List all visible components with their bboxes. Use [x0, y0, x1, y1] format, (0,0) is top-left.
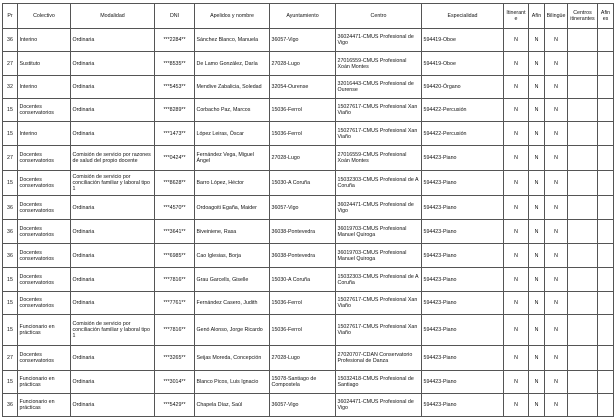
cell-centros-itinerantes	[568, 268, 598, 292]
cell-dni: ***3265**	[155, 346, 195, 371]
cell-bilingue: N	[545, 346, 568, 371]
cell-itinerante: N	[504, 76, 529, 99]
header-modalidad: Modalidad	[71, 4, 155, 29]
cell-bilingue: N	[545, 315, 568, 346]
cell-colectivo: Funcionario en prácticas	[18, 371, 71, 394]
cell-centro: 15032303-CMUS Profesional de A Coruña	[336, 268, 422, 292]
cell-afines	[598, 99, 614, 122]
cell-modalidad: Ordinaria	[71, 122, 155, 146]
cell-dni: ***6985**	[155, 244, 195, 268]
cell-pr: 36	[3, 244, 18, 268]
cell-dni: ***5429**	[155, 394, 195, 417]
table-row	[3, 315, 614, 346]
cell-modalidad: Ordinaria	[71, 99, 155, 122]
cell-ayuntamiento: 36038-Pontevedra	[270, 244, 336, 268]
cell-colectivo: Docentes conservatorios	[18, 346, 71, 371]
cell-bilingue: N	[545, 29, 568, 52]
cell-itinerante: N	[504, 315, 529, 346]
cell-pr: 27	[3, 146, 18, 171]
cell-afines	[598, 346, 614, 371]
cell-modalidad: Ordinaria	[71, 292, 155, 315]
cell-pr: 15	[3, 99, 18, 122]
cell-ayuntamiento: 15036-Ferrol	[270, 122, 336, 146]
cell-pr: 15	[3, 315, 18, 346]
cell-itinerante: N	[504, 146, 529, 171]
cell-itinerante: N	[504, 196, 529, 220]
cell-afin: N	[529, 220, 545, 244]
cell-colectivo: Funcionario en prácticas	[18, 394, 71, 417]
cell-afin: N	[529, 268, 545, 292]
cell-centro: 36019703-CMUS Profesional Manuel Quiroga	[336, 244, 422, 268]
cell-dni: ***0424**	[155, 146, 195, 171]
cell-itinerante: N	[504, 171, 529, 196]
table-row	[3, 122, 614, 146]
cell-apelidos-nombre: Biveiniene, Rasa	[195, 220, 270, 244]
cell-modalidad: Ordinaria	[71, 346, 155, 371]
cell-afin: N	[529, 99, 545, 122]
cell-bilingue: N	[545, 220, 568, 244]
cell-bilingue: N	[545, 52, 568, 76]
cell-apelidos-nombre: De Lamo González, Daría	[195, 52, 270, 76]
cell-modalidad: Ordinaria	[71, 244, 155, 268]
cell-ayuntamiento: 15078-Santiago de Compostela	[270, 371, 336, 394]
cell-centro: 27016559-CMUS Profesional Xoán Montes	[336, 52, 422, 76]
cell-apelidos-nombre: Chapela Díaz, Saúl	[195, 394, 270, 417]
cell-colectivo: Sustituto	[18, 52, 71, 76]
cell-dni: ***5453**	[155, 76, 195, 99]
cell-pr: 36	[3, 196, 18, 220]
cell-centros-itinerantes	[568, 220, 598, 244]
cell-modalidad: Ordinaria	[71, 394, 155, 417]
cell-colectivo: Interino	[18, 29, 71, 52]
cell-centros-itinerantes	[568, 52, 598, 76]
header-especialidad: Especialidad	[422, 4, 504, 29]
cell-afines	[598, 76, 614, 99]
cell-colectivo: Docentes conservatorios	[18, 196, 71, 220]
cell-centros-itinerantes	[568, 196, 598, 220]
cell-afin: N	[529, 29, 545, 52]
header-pr: Pr	[3, 4, 18, 29]
cell-bilingue: N	[545, 196, 568, 220]
cell-centro: 36024471-CMUS Profesional de Vigo	[336, 196, 422, 220]
cell-dni: ***1473**	[155, 122, 195, 146]
cell-modalidad: Comisión de servicio por razones de salud del propio docente	[71, 146, 155, 171]
cell-itinerante: N	[504, 371, 529, 394]
cell-colectivo: Interino	[18, 76, 71, 99]
cell-centro: 15032303-CMUS Profesional de A Coruña	[336, 171, 422, 196]
cell-especialidad: 594423-Piano	[422, 268, 504, 292]
cell-apelidos-nombre: Barro López, Héctor	[195, 171, 270, 196]
cell-itinerante: N	[504, 292, 529, 315]
table-row	[3, 29, 614, 52]
cell-modalidad: Ordinaria	[71, 371, 155, 394]
cell-especialidad: 594423-Piano	[422, 244, 504, 268]
cell-ayuntamiento: 15030-A Coruña	[270, 268, 336, 292]
cell-bilingue: N	[545, 292, 568, 315]
cell-especialidad: 594420-Órgano	[422, 76, 504, 99]
cell-centros-itinerantes	[568, 315, 598, 346]
cell-centro: 32016443-CMUS Profesional de Ourense	[336, 76, 422, 99]
table-header-row	[3, 4, 614, 29]
cell-centro: 36024471-CMUS Profesional de Vigo	[336, 29, 422, 52]
header-afines: Afines	[598, 4, 614, 29]
cell-afines	[598, 122, 614, 146]
table-row	[3, 76, 614, 99]
cell-apelidos-nombre: Ordoagoiti Egaña, Maider	[195, 196, 270, 220]
cell-centro: 27020707-CDAN Conservatorio Profesional de Danza	[336, 346, 422, 371]
cell-afin: N	[529, 146, 545, 171]
cell-especialidad: 594423-Piano	[422, 394, 504, 417]
cell-dni: ***4570**	[155, 196, 195, 220]
table-row	[3, 394, 614, 417]
cell-especialidad: 594423-Piano	[422, 371, 504, 394]
cell-afines	[598, 146, 614, 171]
cell-centros-itinerantes	[568, 394, 598, 417]
header-bilingue: Bilingüe	[545, 4, 568, 29]
cell-pr: 15	[3, 171, 18, 196]
header-apelidos-nombre: Apelidos y nombre	[195, 4, 270, 29]
table-row	[3, 292, 614, 315]
cell-especialidad: 594423-Piano	[422, 171, 504, 196]
cell-afin: N	[529, 52, 545, 76]
cell-modalidad: Comisión de servicio por conciliación familiar y laboral tipo 1	[71, 315, 155, 346]
cell-pr: 32	[3, 76, 18, 99]
cell-ayuntamiento: 36057-Vigo	[270, 29, 336, 52]
cell-dni: ***8535**	[155, 52, 195, 76]
cell-afines	[598, 52, 614, 76]
cell-bilingue: N	[545, 76, 568, 99]
cell-especialidad: 594422-Percusión	[422, 99, 504, 122]
cell-itinerante: N	[504, 52, 529, 76]
cell-especialidad: 594422-Percusión	[422, 122, 504, 146]
cell-itinerante: N	[504, 99, 529, 122]
header-afin: Afín	[529, 4, 545, 29]
cell-colectivo: Docentes conservatorios	[18, 244, 71, 268]
cell-afines	[598, 171, 614, 196]
cell-dni: ***7816**	[155, 268, 195, 292]
cell-ayuntamiento: 15036-Ferrol	[270, 99, 336, 122]
cell-centros-itinerantes	[568, 171, 598, 196]
cell-dni: ***3641**	[155, 220, 195, 244]
cell-modalidad: Ordinaria	[71, 220, 155, 244]
cell-especialidad: 594423-Piano	[422, 346, 504, 371]
cell-centros-itinerantes	[568, 76, 598, 99]
cell-centros-itinerantes	[568, 244, 598, 268]
cell-pr: 15	[3, 371, 18, 394]
cell-apelidos-nombre: López Leiras, Óscar	[195, 122, 270, 146]
cell-apelidos-nombre: Mendive Zabalicia, Soledad	[195, 76, 270, 99]
cell-colectivo: Docentes conservatorios	[18, 268, 71, 292]
cell-afin: N	[529, 122, 545, 146]
cell-modalidad: Ordinaria	[71, 76, 155, 99]
cell-apelidos-nombre: Fernández Casero, Judith	[195, 292, 270, 315]
cell-centro: 15027617-CMUS Profesional Xan Viaño	[336, 99, 422, 122]
cell-colectivo: Docentes conservatorios	[18, 220, 71, 244]
cell-dni: ***8289**	[155, 99, 195, 122]
cell-modalidad: Ordinaria	[71, 268, 155, 292]
cell-afin: N	[529, 371, 545, 394]
cell-centro: 36024471-CMUS Profesional de Vigo	[336, 394, 422, 417]
cell-apelidos-nombre: Sánchez Blanco, Manuela	[195, 29, 270, 52]
cell-especialidad: 594419-Oboe	[422, 52, 504, 76]
cell-afines	[598, 220, 614, 244]
cell-afin: N	[529, 76, 545, 99]
cell-afin: N	[529, 171, 545, 196]
cell-colectivo: Docentes conservatorios	[18, 99, 71, 122]
table-row	[3, 346, 614, 371]
cell-afin: N	[529, 244, 545, 268]
cell-dni: ***2284**	[155, 29, 195, 52]
cell-afin: N	[529, 196, 545, 220]
table-row	[3, 52, 614, 76]
cell-centros-itinerantes	[568, 292, 598, 315]
cell-itinerante: N	[504, 220, 529, 244]
cell-itinerante: N	[504, 122, 529, 146]
cell-modalidad: Comisión de servicio por conciliación familiar y laboral tipo 1	[71, 171, 155, 196]
table-row	[3, 371, 614, 394]
cell-afines	[598, 394, 614, 417]
header-centros-itinerantes: Centros itinerantes	[568, 4, 598, 29]
cell-afin: N	[529, 346, 545, 371]
cell-colectivo: Funcionario en prácticas	[18, 315, 71, 346]
cell-bilingue: N	[545, 371, 568, 394]
table-row	[3, 171, 614, 196]
header-dni: DNI	[155, 4, 195, 29]
cell-ayuntamiento: 32054-Ourense	[270, 76, 336, 99]
cell-ayuntamiento: 27028-Lugo	[270, 146, 336, 171]
cell-especialidad: 594419-Oboe	[422, 29, 504, 52]
cell-centros-itinerantes	[568, 29, 598, 52]
cell-colectivo: Interino	[18, 122, 71, 146]
cell-ayuntamiento: 15030-A Coruña	[270, 171, 336, 196]
header-itinerante: Itinerante	[504, 4, 529, 29]
cell-ayuntamiento: 15036-Ferrol	[270, 292, 336, 315]
cell-bilingue: N	[545, 268, 568, 292]
cell-centro: 36019703-CMUS Profesional Manuel Quiroga	[336, 220, 422, 244]
cell-ayuntamiento: 27028-Lugo	[270, 346, 336, 371]
cell-centros-itinerantes	[568, 146, 598, 171]
cell-pr: 27	[3, 346, 18, 371]
cell-colectivo: Docentes conservatorios	[18, 171, 71, 196]
header-centro: Centro	[336, 4, 422, 29]
cell-ayuntamiento: 15036-Ferrol	[270, 315, 336, 346]
table-row	[3, 99, 614, 122]
cell-apelidos-nombre: Grau Garcells, Giselle	[195, 268, 270, 292]
cell-apelidos-nombre: Cao Iglesias, Borja	[195, 244, 270, 268]
cell-colectivo: Docentes conservatorios	[18, 292, 71, 315]
cell-afines	[598, 371, 614, 394]
cell-afin: N	[529, 315, 545, 346]
cell-especialidad: 594423-Piano	[422, 292, 504, 315]
cell-pr: 27	[3, 52, 18, 76]
header-colectivo: Colectivo	[18, 4, 71, 29]
cell-afines	[598, 268, 614, 292]
cell-bilingue: N	[545, 122, 568, 146]
header-ayuntamiento: Ayuntamiento	[270, 4, 336, 29]
assignments-table	[2, 3, 614, 417]
cell-dni: ***8628**	[155, 171, 195, 196]
cell-centros-itinerantes	[568, 371, 598, 394]
cell-afin: N	[529, 394, 545, 417]
cell-especialidad: 594423-Piano	[422, 315, 504, 346]
cell-afines	[598, 196, 614, 220]
cell-especialidad: 594423-Piano	[422, 146, 504, 171]
cell-itinerante: N	[504, 268, 529, 292]
cell-pr: 15	[3, 268, 18, 292]
cell-centros-itinerantes	[568, 99, 598, 122]
cell-pr: 36	[3, 394, 18, 417]
cell-itinerante: N	[504, 244, 529, 268]
cell-ayuntamiento: 36038-Pontevedra	[270, 220, 336, 244]
cell-apelidos-nombre: Fernández Vega, Miguel Ángel	[195, 146, 270, 171]
cell-centros-itinerantes	[568, 346, 598, 371]
cell-colectivo: Docentes conservatorios	[18, 146, 71, 171]
cell-dni: ***7816**	[155, 315, 195, 346]
cell-pr: 36	[3, 220, 18, 244]
table-row	[3, 196, 614, 220]
cell-afines	[598, 315, 614, 346]
cell-itinerante: N	[504, 346, 529, 371]
cell-apelidos-nombre: Blanco Picos, Luis Ignacio	[195, 371, 270, 394]
cell-bilingue: N	[545, 394, 568, 417]
cell-pr: 15	[3, 292, 18, 315]
cell-ayuntamiento: 36057-Vigo	[270, 196, 336, 220]
cell-modalidad: Ordinaria	[71, 29, 155, 52]
cell-centros-itinerantes	[568, 122, 598, 146]
cell-apelidos-nombre: Genó Alonso, Jorge Ricardo	[195, 315, 270, 346]
cell-bilingue: N	[545, 171, 568, 196]
cell-especialidad: 594423-Piano	[422, 220, 504, 244]
cell-pr: 36	[3, 29, 18, 52]
table-body	[3, 29, 614, 417]
cell-bilingue: N	[545, 146, 568, 171]
cell-pr: 15	[3, 122, 18, 146]
table-row	[3, 220, 614, 244]
cell-centro: 15027617-CMUS Profesional Xan Viaño	[336, 122, 422, 146]
cell-especialidad: 594423-Piano	[422, 196, 504, 220]
cell-centro: 15027617-CMUS Profesional Xan Viaño	[336, 315, 422, 346]
table-row	[3, 146, 614, 171]
cell-bilingue: N	[545, 244, 568, 268]
cell-centro: 27016559-CMUS Profesional Xoán Montes	[336, 146, 422, 171]
cell-apelidos-nombre: Seijas Moreda, Concepción	[195, 346, 270, 371]
cell-itinerante: N	[504, 394, 529, 417]
cell-ayuntamiento: 36057-Vigo	[270, 394, 336, 417]
table-row	[3, 268, 614, 292]
cell-ayuntamiento: 27028-Lugo	[270, 52, 336, 76]
cell-afines	[598, 29, 614, 52]
cell-centro: 15027617-CMUS Profesional Xan Viaño	[336, 292, 422, 315]
cell-dni: ***7761**	[155, 292, 195, 315]
cell-bilingue: N	[545, 99, 568, 122]
cell-itinerante: N	[504, 29, 529, 52]
cell-modalidad: Ordinaria	[71, 196, 155, 220]
cell-afines	[598, 292, 614, 315]
cell-centro: 15032418-CMUS Profesional de Santiago	[336, 371, 422, 394]
cell-modalidad: Ordinaria	[71, 52, 155, 76]
cell-afin: N	[529, 292, 545, 315]
cell-apelidos-nombre: Corbacho Paz, Marcos	[195, 99, 270, 122]
cell-dni: ***3014**	[155, 371, 195, 394]
table-row	[3, 244, 614, 268]
cell-afines	[598, 244, 614, 268]
